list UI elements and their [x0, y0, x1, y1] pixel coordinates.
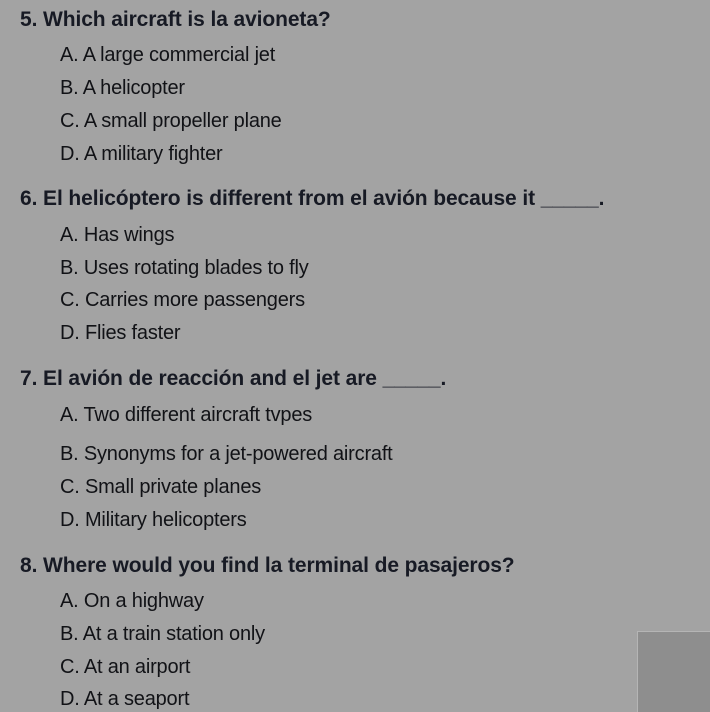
- answer-option-b: B. Uses rotating blades to fly: [60, 257, 309, 279]
- answer-option-b: B. At a train station only: [60, 623, 265, 645]
- question-text: 6. El helicóptero is different from el avión because it _____.: [20, 187, 605, 210]
- answer-option-b: B. A helicopter: [60, 77, 185, 99]
- answer-option-c: C. Small private planes: [60, 476, 262, 498]
- question-text: 5. Which aircraft is la avioneta?: [20, 8, 331, 31]
- answer-option-d: D. At a seaport: [60, 688, 190, 710]
- answer-option-d: D. A military fighter: [60, 143, 223, 165]
- answer-option-a: A. Has wings: [60, 224, 175, 246]
- question-text: 8. Where would you find la terminal de pasajeros?: [20, 554, 515, 577]
- answer-option-c: C. At an airport: [60, 656, 191, 678]
- question-text: 7. El avión de reacción and el jet are _____.: [20, 367, 447, 390]
- answer-option-d: D. Military helicopters: [60, 509, 247, 531]
- corner-overlay-panel: [637, 631, 710, 712]
- answer-option-a: A. Two different aircraft tvpes: [60, 404, 313, 426]
- answer-option-c: C. Carries more passengers: [60, 289, 305, 311]
- answer-option-c: C. A small propeller plane: [60, 110, 282, 132]
- answer-option-b: B. Synonyms for a jet-powered aircraft: [60, 443, 393, 465]
- answer-option-a: A. A large commercial jet: [60, 44, 276, 66]
- answer-option-a: A. On a highway: [60, 590, 204, 612]
- answer-option-d: D. Flies faster: [60, 322, 181, 344]
